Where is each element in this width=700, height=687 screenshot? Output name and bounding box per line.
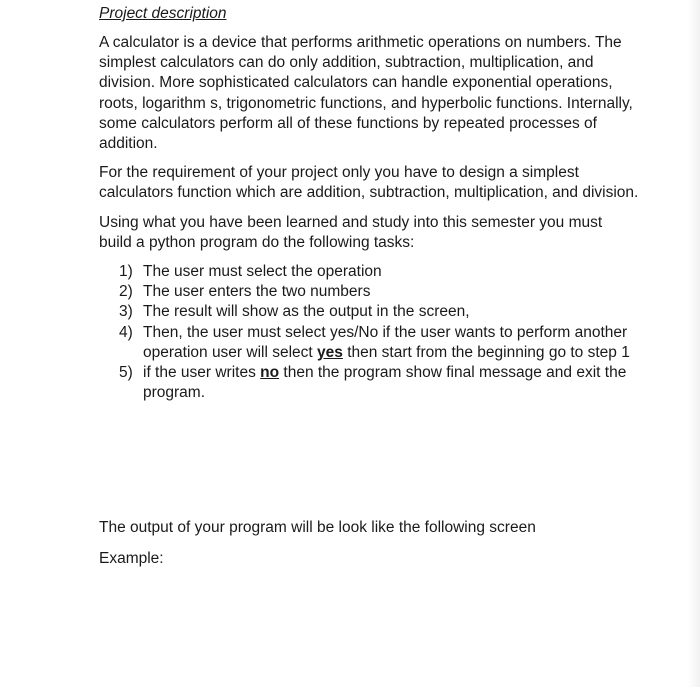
- task-number: 2): [119, 283, 133, 301]
- example-label: Example:: [99, 550, 164, 567]
- task-item: [119, 262, 639, 282]
- instructions-paragraph: Using what you have been learned and study into this semester you must build a python program do the following tasks:: [99, 213, 603, 251]
- task-text: The result will show as the output in the screen,: [143, 303, 470, 321]
- document-content: [99, 4, 639, 403]
- task-text-after: then the program show final message and exit the program.: [143, 364, 627, 402]
- task-item: [119, 323, 639, 363]
- task-item: [119, 282, 639, 302]
- task-list: [99, 262, 639, 403]
- keyword-yes: yes: [317, 343, 343, 361]
- task-text: The user enters the two numbers: [143, 283, 371, 301]
- task-item: [119, 302, 639, 322]
- task-number: 5): [119, 364, 133, 382]
- page-edge-shadow: [688, 0, 700, 687]
- task-item: [119, 363, 639, 403]
- intro-paragraph: A calculator is a device that performs arithmetic operations on numbers. The simplest calculators can do only addition, subtraction, multiplication, and division. More sophisticated calculators can handle exponential operations, roots, logarithm s, trigonometric functions, and hyperbolic functions. Internally, some calculators perform all of these functions by repeated processes of addition.: [99, 34, 633, 153]
- task-number: 1): [119, 263, 133, 281]
- keyword-no: no: [260, 364, 280, 382]
- task-number: 3): [119, 303, 133, 321]
- task-text-before: if the user writes: [143, 364, 261, 382]
- task-text-after: then start from the beginning go to step 1: [342, 343, 630, 361]
- requirement-paragraph: For the requirement of your project only you have to design a simplest calculators function which are addition, subtraction, multiplication, and division.: [99, 164, 639, 202]
- task-text-before: Then, the user must select yes/No if the user wants to perform another operation user will select: [143, 323, 628, 361]
- output-description: The output of your program will be look like the following screen: [99, 519, 536, 536]
- task-text: The user must select the operation: [143, 263, 382, 281]
- task-number: 4): [119, 323, 133, 341]
- section-heading: Project description: [99, 5, 227, 22]
